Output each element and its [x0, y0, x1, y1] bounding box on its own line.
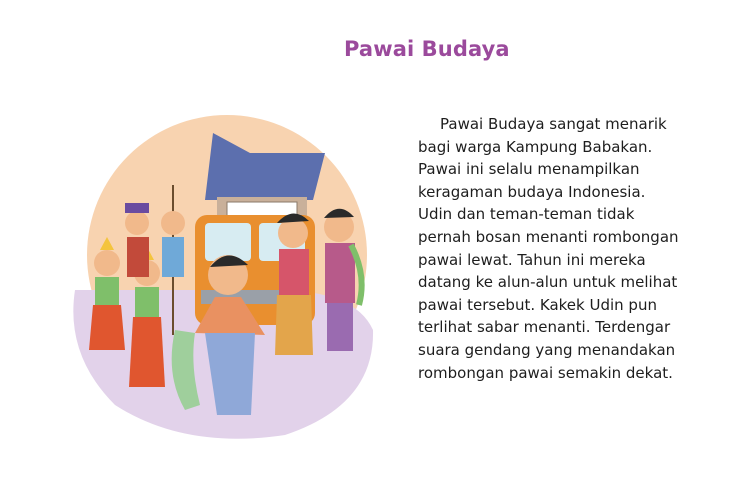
story-line: suara gendang yang menandakan — [418, 340, 676, 359]
story-line: Pawai Budaya sangat menarik — [440, 115, 667, 133]
story-line: pawai lewat. Tahun ini mereka — [418, 250, 646, 269]
story-line: keragaman budaya Indonesia. — [418, 182, 646, 201]
page-title: Pawai Budaya — [344, 37, 510, 61]
girl-with-headdress — [161, 211, 185, 277]
story-line: pawai tersebut. Kakek Udin pun — [418, 295, 657, 314]
story-paragraph — [418, 113, 718, 384]
story-line: bagi warga Kampung Babakan. — [418, 137, 653, 156]
story-line: pernah bosan menanti rombongan — [418, 227, 679, 246]
story-line: Udin dan teman-teman tidak — [418, 205, 635, 224]
story-line: terlihat sabar menanti. Terdengar — [418, 318, 671, 337]
story-line: datang ke alun-alun untuk melihat — [418, 273, 678, 292]
story-line: rombongan pawai semakin dekat. — [418, 363, 673, 382]
story-line: Pawai ini selalu menampilkan — [418, 160, 640, 179]
culture-parade-illustration — [55, 105, 400, 450]
girl-right — [275, 213, 313, 355]
